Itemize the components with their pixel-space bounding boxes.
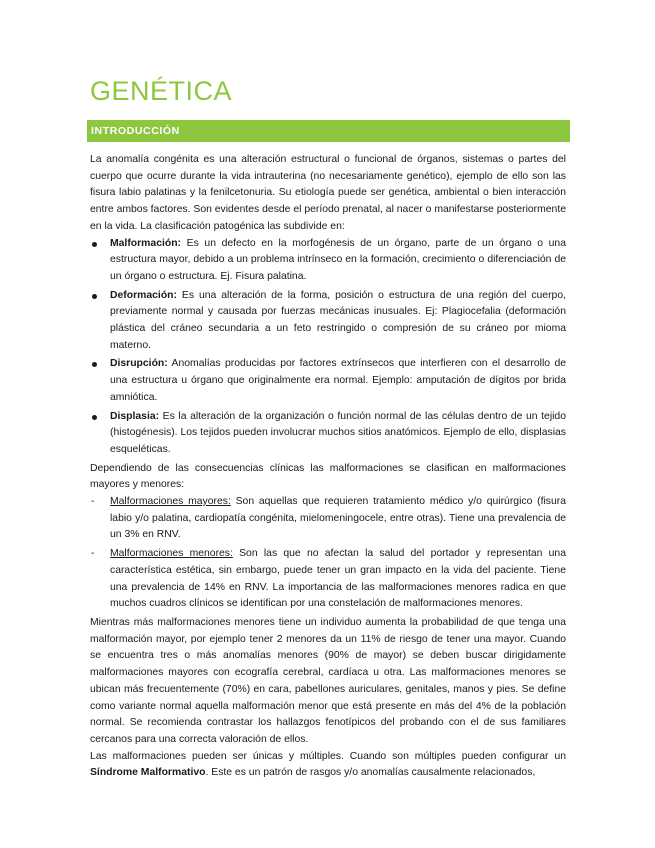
syndrome-paragraph — [90, 749, 566, 782]
list-item-term: Malformaciones mayores: — [110, 496, 231, 508]
list-item-text: Anomalías producidas por factores extrínsecos que interfieren con el desarrollo de una estructura u órgano que originalmente era normal. Ejemplo: amputación de dígitos por brida amniótica. — [110, 358, 566, 403]
consequences-paragraph: Dependiendo de las consecuencias clínicas las malformaciones se clasifican en malformaciones mayores y menores: — [90, 462, 566, 491]
list-item-term: Deformación: — [110, 289, 177, 301]
intro-paragraph: La anomalía congénita es una alteración estructural o funcional de órganos, sistemas o partes del cuerpo que ocurre durante la vida intrauterina (no necesariamente genético), ejemplo de ello son las fisura labio palatinas y la fenilcetonuria. Su etiología puede ser genética, ambiental o bien interacción entre ambos factores. Son evidentes desde el período prenatal, al nacer o manifestarse posteriormente en la vida. La clasificación patogénica las subdivide en: — [90, 154, 566, 232]
list-item-text: Es la alteración de la organización o función normal de las células dentro de un tejido (histogénesis). Los tejidos pueden involucrar muchos sitios anatómicos. Ejemplo de ello, displasias esqueléticas. — [110, 410, 566, 455]
list-item — [90, 494, 566, 544]
list-item — [90, 356, 566, 406]
page-title: GENÉTICA — [90, 76, 233, 106]
list-item-term: Displasia: — [110, 410, 160, 422]
list-item — [90, 546, 566, 613]
list-item-text: Es un defecto en la morfogénesis de un órgano, parte de un órgano o una estructura mayor, debido a un problema intrínseco en la formación, crecimiento o diferenciación de un órgano o estructura. Ej. Fisura palatina. — [110, 237, 566, 282]
document-body — [90, 152, 566, 782]
malformation-types-list — [90, 494, 566, 613]
syndrome-text-before: Las malformaciones pueden ser únicas y múltiples. Cuando son múltiples pueden configurar un — [90, 750, 566, 762]
syndrome-term: Síndrome Malformativo — [90, 767, 206, 779]
syndrome-text-after: . Este es un patrón de rasgos y/o anomalías causalmente relacionados, — [205, 767, 536, 779]
list-item — [90, 236, 566, 286]
section-heading: INTRODUCCIÓN — [87, 120, 570, 142]
list-item — [90, 409, 566, 459]
list-item-text: Son las que no afectan la salud del portador y representan una característica estética, sin embargo, puede tener un gran impacto en la vida del paciente. Tiene una prevalencia de 14% en RNV. La importancia de las malformaciones menores radica en que muchos cuadros clínicos se identifican por una constelación de malformaciones menores. — [110, 548, 566, 610]
list-item-term: Malformaciones menores: — [110, 548, 233, 560]
list-item — [90, 288, 566, 355]
classification-list — [90, 236, 566, 459]
list-item-text: Son aquellas que requieren tratamiento médico y/o quirúrgico (fisura labio y/o palatina, cardiopatía congénita, mielomeningocele, entre otras). Tiene una prevalencia de un 3% en RNV. — [110, 496, 566, 541]
list-item-term: Disrupción: — [110, 358, 168, 370]
list-item-text: Es una alteración de la forma, posición o estructura de una región del cuerpo, previamente normal y causada por fuerzas mecánicas inusuales. Ej: Plagiocefalia (deformación plástica del cráneo secundaria a un feto restringido o compresión de su cráneo por mioma materno. — [110, 289, 566, 351]
list-item-term: Malformación: — [110, 237, 182, 249]
minor-malformations-paragraph: Mientras más malformaciones menores tiene un individuo aumenta la probabilidad de que tenga una malformación mayor, por ejemplo tener 2 menores da un 11% de riesgo de tener una mayor. Cuando se encuentra tres o más anomalías menores (90% de mayor) se deben buscar dirigidamente malformaciones mayores con ecografía cerebral, cardíaca u otra. Las malformaciones menores se ubican más frecuentemente (70%) en cara, pabellones auriculares, genitales, manos y pies. Se define como variante normal aquella malformación menor que está presente en más del 4% de la población normal. Se recomienda contrastar los hallazgos fenotípicos del probando con el de sus familiares cercanos para una correcta valoración de ellos. — [90, 616, 566, 745]
